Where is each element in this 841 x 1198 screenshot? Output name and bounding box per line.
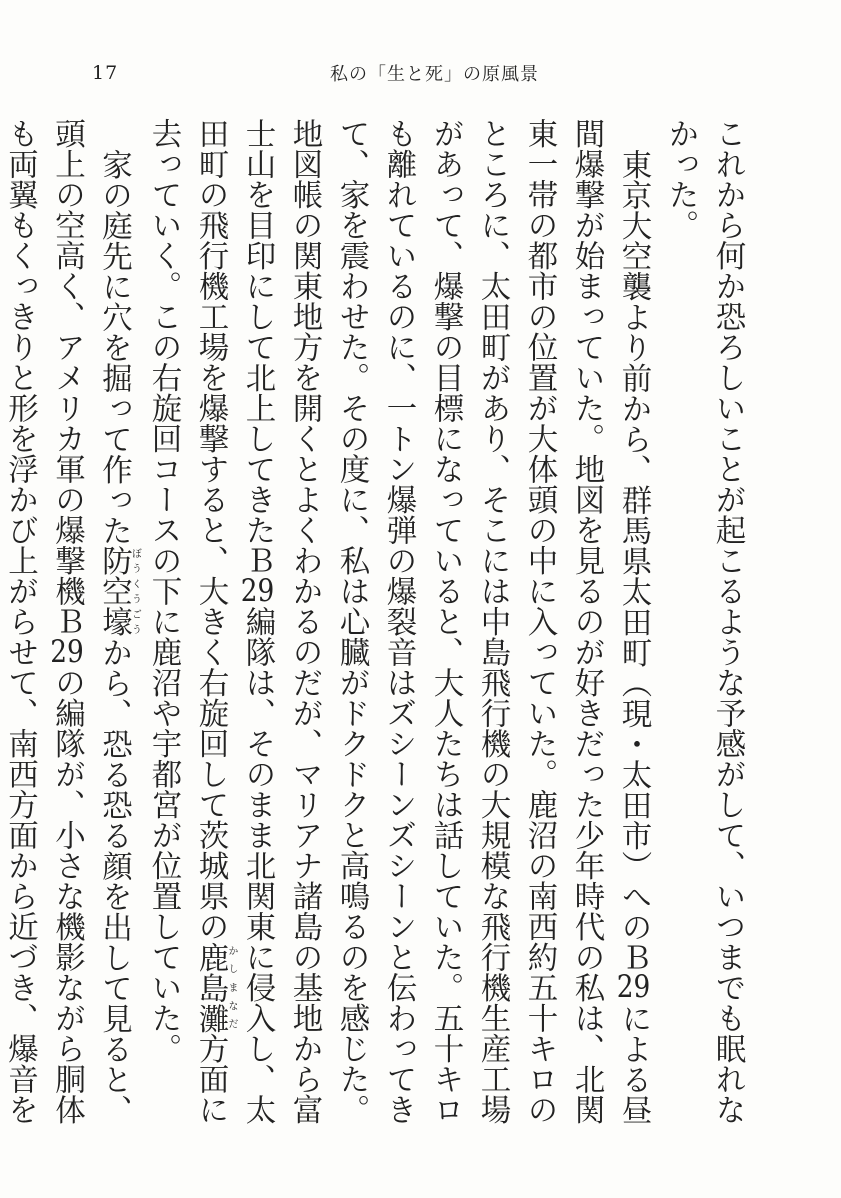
- text-segment: 家の庭先に穴を掘って作った: [96, 148, 132, 545]
- text-segment: 東京大空襲より前から、群馬県太田町（現・太田市）へのＢ: [616, 148, 651, 972]
- text-segment: 編隊は、そのまま北関東に侵入し、太田町の飛行機工場を爆撃すると、大きく右旋回して茨城県の: [193, 118, 275, 1125]
- ruby-reading: かしまなだ: [226, 941, 237, 1033]
- text-segment: 方面に去っていく。この右旋回コースの下に鹿沼や宇都宮が位置していた。: [146, 118, 228, 1125]
- upright-number: 29: [616, 972, 651, 1003]
- text-segment: による昼間爆撃が始まっていた。地図を見るのが好きだった少年時代の私は、北関東一帯の都市の位置が大体頭の中に入っていた。鹿沼の南西約五十キロのところに、太田町があり、そこには中島飛行機の大規模な飛行機生産工場があって、爆撃の目標になっていると、大人たちは話していた。五十キロも離れているのに、一トン爆弾の爆裂音はズシーンズシーンと伝わってきて、家を震わせた。その度に、私は心臓がドクドクと高鳴るのを感じた。地図帳の関東地方を開くとよくわかるのだが、マリアナ諸島の基地から富士山を目印にして北上してきたＢ: [240, 118, 651, 1125]
- upright-number: 29: [50, 636, 84, 667]
- paragraph: [657, 118, 751, 1138]
- text-segment: これから何か恐ろしいことが起こるような予感がして、いつまでも眠れなかった。: [663, 118, 745, 1125]
- page-number: 17: [92, 62, 119, 84]
- upright-number: 29: [240, 575, 275, 606]
- ruby-word: [96, 545, 141, 637]
- paragraph: [140, 118, 657, 1138]
- body-text: [2, 118, 751, 1138]
- text-segment: の編隊が、小さな機影ながら胴体も両翼もくっきりと形を浮かび上がらせて、南西方面から近づき、爆音を: [2, 118, 85, 1125]
- ruby-base: 鹿島灘: [193, 941, 228, 1033]
- ruby-base: 防空壕: [96, 545, 132, 637]
- paragraph: [0, 118, 140, 1138]
- text-segment: から、恐る恐る顔を出して見ると、頭上の空高く、アメリカ軍の爆撃機Ｂ: [49, 118, 132, 1125]
- ruby-reading: ぼうくうごう: [129, 545, 141, 637]
- running-title: 私の「生と死」の原風景: [330, 64, 539, 85]
- ruby-word: [193, 941, 237, 1034]
